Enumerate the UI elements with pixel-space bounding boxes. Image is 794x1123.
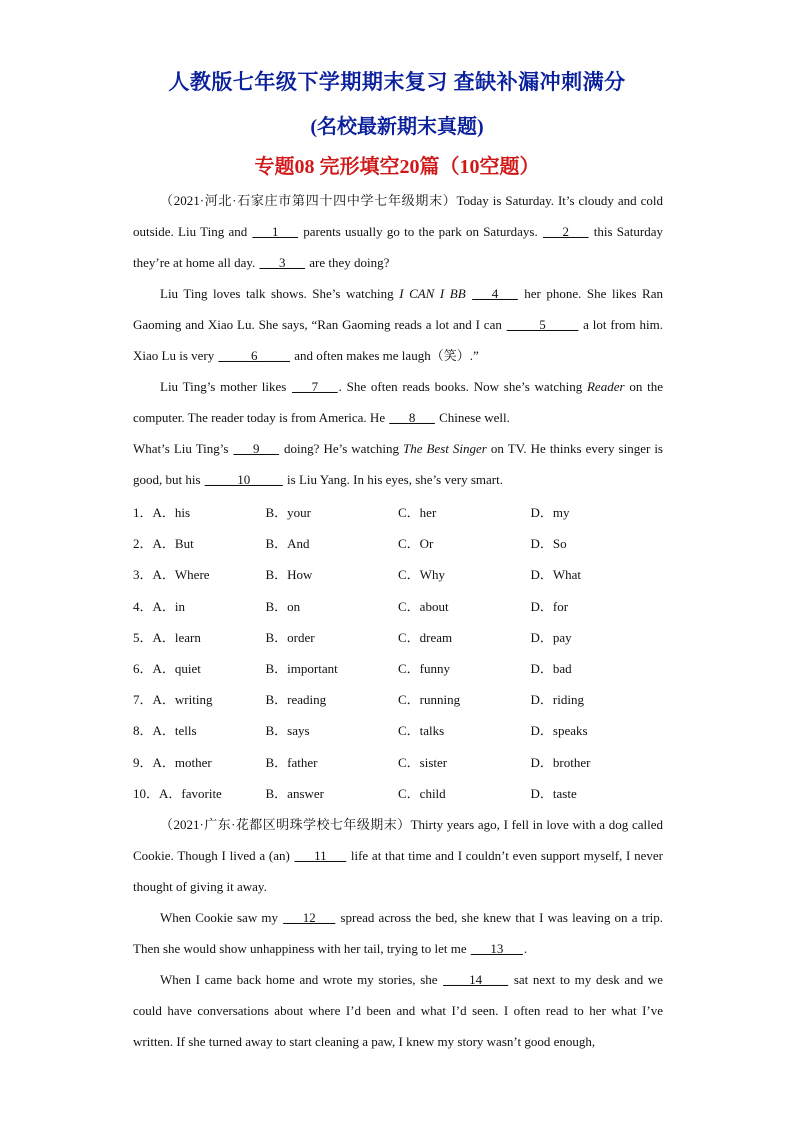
question-row [133, 715, 663, 746]
option-d: D．What [530, 567, 582, 583]
question-row [133, 497, 663, 528]
show-title: I CAN I BB [399, 286, 466, 301]
option-a: 2．A．But [133, 528, 266, 559]
blank-13: ___13___ [470, 941, 523, 956]
option-a: 5．A．learn [133, 622, 266, 653]
option-d: D．for [530, 598, 569, 614]
passage-1-paragraph-3: Liu Ting’s mother likes ___7___. She often reads books. Now she’s watching Reader on the computer. The reader today is from America. He ___8___ Chinese well. [133, 379, 663, 425]
blank-9: ___9___ [233, 441, 279, 456]
document-subtitle: (名校最新期末真题) [310, 116, 484, 138]
blank-1: ___1___ [252, 224, 298, 239]
option-a: 4．A．in [133, 591, 266, 622]
option-a: 8．A．tells [133, 715, 266, 746]
option-c: C．Or [398, 536, 434, 552]
passage-1 [133, 185, 663, 495]
option-d: D．taste [530, 785, 577, 801]
option-c: C．child [398, 785, 446, 801]
question-number: 7． [133, 692, 153, 708]
option-b: B．important [265, 660, 338, 676]
option-c: C．dream [398, 629, 453, 645]
question-number: 1． [133, 505, 153, 520]
option-c: C．running [398, 692, 461, 708]
option-c: C．her [398, 505, 437, 520]
blank-14: ____14____ [443, 972, 509, 987]
topic-heading: 专题08 完形填空20篇（10空题） [254, 156, 540, 178]
question-number: 4． [133, 598, 153, 614]
passage-2 [133, 809, 663, 1057]
blank-6: _____6_____ [218, 348, 290, 363]
blank-5: _____5_____ [506, 317, 579, 332]
option-c: C．funny [398, 660, 451, 676]
show-title: Reader [586, 379, 625, 394]
option-a: 6．A．quiet [133, 653, 266, 684]
question-row [133, 622, 663, 653]
question-row [133, 778, 663, 809]
question-row [133, 591, 663, 622]
question-row [133, 653, 663, 684]
option-b: B．And [265, 536, 310, 552]
question-row [133, 559, 663, 590]
question-number: 5． [133, 629, 153, 645]
option-a: 3．A．Where [133, 559, 266, 590]
option-c: C．talks [398, 723, 445, 739]
option-b: B．answer [265, 785, 324, 801]
question-number: 2． [133, 536, 153, 552]
blank-12: ___12___ [283, 910, 336, 925]
source-note: （2021·河北·石家庄市第四十四中学七年级期末） [160, 193, 457, 208]
option-d: D．speaks [530, 723, 588, 739]
option-a: 9．A．mother [133, 747, 266, 778]
option-a: 10．A．favorite [133, 778, 266, 809]
question-row [133, 747, 663, 778]
option-b: B．your [265, 505, 312, 520]
option-d: D．So [530, 536, 567, 552]
option-a: 1．A．his [133, 497, 266, 528]
question-number: 8． [133, 723, 153, 739]
option-b: B．father [265, 754, 318, 770]
option-d: D．brother [530, 754, 591, 770]
question-options [133, 497, 663, 809]
passage-1-paragraph-2: Liu Ting loves talk shows. She’s watching I CAN I BB ___4___ her phone. She likes Ran Gaoming and Xiao Lu. She says, “Ran Gaoming reads a lot and I can _____5_____ a lot from him. Xiao Lu is very _____6_____ and often makes me laugh（笑）.” [133, 286, 663, 363]
passage-1-paragraph-1: （2021·河北·石家庄市第四十四中学七年级期末）Today is Saturday. It’s cloudy and cold outside. Liu Ting and ___1___ parents usually go to the park on Saturdays. ___2___ this Saturday they’re at home all day. ___3___ are they doing? [133, 193, 663, 270]
option-c: C．sister [398, 754, 448, 770]
question-number: 10． [133, 785, 160, 801]
passage-2-paragraph-1: （2021·广东·花都区明珠学校七年级期末）Thirty years ago, I fell in love with a dog called Cookie. Though I lived a (an) ___11___ life at that time and I couldn’t even support myself, I never thought of giving it away. [133, 817, 663, 894]
option-c: C．Why [398, 567, 445, 583]
blank-11: ___11___ [294, 848, 347, 863]
blank-3: ___3___ [259, 255, 305, 270]
document-title: 人教版七年级下学期期末复习 查缺补漏冲刺满分 [168, 70, 626, 94]
blank-4: ___4___ [472, 286, 518, 301]
option-d: D．pay [530, 629, 572, 645]
question-row [133, 528, 663, 559]
blank-8: ___8___ [389, 410, 435, 425]
blank-7: ___7___ [292, 379, 338, 394]
passage-1-paragraph-4: What’s Liu Ting’s ___9___ doing? He’s watching The Best Singer on TV. He thinks every singer is good, but his _____10_____ is Liu Yang. In his eyes, she’s very smart. [133, 441, 663, 487]
option-b: B．on [265, 598, 301, 614]
option-b: B．reading [265, 692, 327, 708]
blank-10: _____10_____ [204, 472, 283, 487]
option-d: D．my [530, 505, 570, 520]
question-row [133, 684, 663, 715]
passage-2-paragraph-3: When I came back home and wrote my stories, she ____14____ sat next to my desk and we could have conversations about where I’d been and what I’d seen. I often read to her what I’ve written. If she turned away to start cleaning a paw, I knew my story wasn’t good enough, [133, 972, 663, 1049]
source-note: （2021·广东·花都区明珠学校七年级期末） [160, 817, 411, 832]
passage-2-paragraph-2: When Cookie saw my ___12___ spread across the bed, she knew that I was leaving on a trip. Then she would show unhappiness with her tail, trying to let me ___13___. [133, 910, 664, 956]
show-title: The Best Singer [402, 441, 487, 456]
option-b: B．order [265, 629, 315, 645]
question-number: 6． [133, 660, 153, 676]
option-c: C．about [398, 598, 449, 614]
blank-2: ___2___ [542, 224, 589, 239]
option-b: B．says [265, 723, 310, 739]
option-d: D．bad [530, 660, 572, 676]
option-a: 7．A．writing [133, 684, 266, 715]
option-d: D．riding [530, 692, 584, 708]
question-number: 9． [133, 754, 153, 770]
option-b: B．How [265, 567, 313, 583]
question-number: 3． [133, 567, 153, 583]
